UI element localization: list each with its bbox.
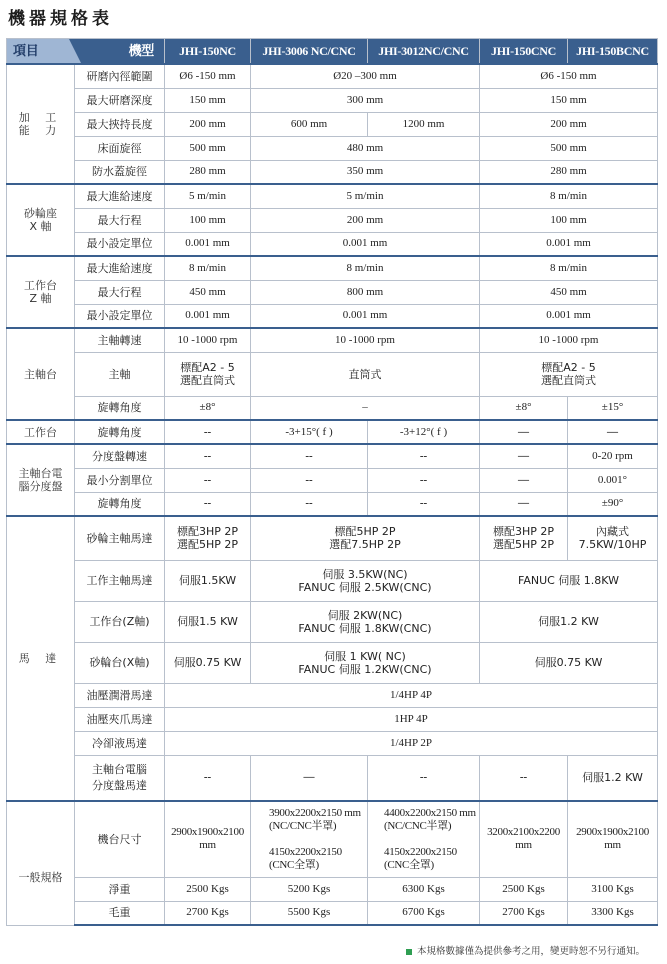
spec-value: 0.001 mm	[480, 232, 658, 256]
spec-value: 標配A2 - 5 選配直筒式	[165, 352, 251, 396]
spec-value: --	[165, 492, 251, 516]
model-label: 機型	[128, 43, 154, 58]
table-row	[7, 683, 658, 707]
spec-label: 床面旋徑	[75, 136, 165, 160]
spec-value: 標配3HP 2P 選配5HP 2P	[480, 516, 568, 560]
model-header: JHI-3012NC/CNC	[368, 39, 480, 65]
spec-value: 500 mm	[480, 136, 658, 160]
spec-value: 伺服0.75 KW	[480, 642, 658, 683]
spec-value: 10 -1000 rpm	[480, 328, 658, 352]
category-label: 主軸台電 腦分度盤	[7, 444, 75, 516]
model-header: JHI-150NC	[165, 39, 251, 65]
spec-value: —	[480, 444, 568, 468]
spec-value: 5 m/min	[165, 184, 251, 208]
spec-label: 最大進給速度	[75, 184, 165, 208]
spec-value: 伺服 2KW(NC) FANUC 伺服 1.8KW(CNC)	[251, 601, 480, 642]
spec-value: Ø6 -150 mm	[480, 64, 658, 88]
table-row	[7, 516, 658, 560]
spec-value: 150 mm	[165, 88, 251, 112]
spec-value: 8 m/min	[480, 256, 658, 280]
spec-value: —	[480, 492, 568, 516]
table-row	[7, 601, 658, 642]
spec-value: 1HP 4P	[165, 707, 658, 731]
spec-value: —	[568, 420, 658, 444]
table-row	[7, 136, 658, 160]
spec-value: 3300 Kgs	[568, 901, 658, 925]
spec-label: 工作台(Z軸)	[75, 601, 165, 642]
spec-value: 1/4HP 4P	[165, 683, 658, 707]
spec-label: 機台尺寸	[75, 801, 165, 877]
spec-value: 6300 Kgs	[368, 877, 480, 901]
category-label: 主軸台	[7, 328, 75, 420]
spec-value: 300 mm	[251, 88, 480, 112]
spec-label: 油壓潤滑馬達	[75, 683, 165, 707]
spec-value: 2500 Kgs	[480, 877, 568, 901]
spec-value: 350 mm	[251, 160, 480, 184]
spec-table	[6, 38, 658, 926]
table-row	[7, 420, 658, 444]
spec-value: FANUC 伺服 1.8KW	[480, 560, 658, 601]
spec-value: 0.001°	[568, 468, 658, 492]
spec-label: 最小分割單位	[75, 468, 165, 492]
spec-value: 伺服1.5 KW	[165, 601, 251, 642]
spec-value: --	[165, 468, 251, 492]
spec-label: 旋轉角度	[75, 420, 165, 444]
table-row	[7, 396, 658, 420]
spec-value: –	[251, 396, 480, 420]
spec-value: 480 mm	[251, 136, 480, 160]
spec-value: 200 mm	[480, 112, 658, 136]
page-title: 機器規格表	[8, 9, 113, 29]
spec-value: 4400x2200x2150 mm (NC/CNC半罩) 4150x2200x2150 (CNC全罩)	[368, 801, 480, 877]
table-row	[7, 492, 658, 516]
spec-value: 280 mm	[165, 160, 251, 184]
spec-value: 6700 Kgs	[368, 901, 480, 925]
spec-value: 2700 Kgs	[165, 901, 251, 925]
header-row	[7, 39, 658, 65]
spec-label: 旋轉角度	[75, 396, 165, 420]
spec-value: -3+15°( f )	[251, 420, 368, 444]
spec-value: --	[480, 755, 568, 801]
spec-value: —	[480, 468, 568, 492]
table-row	[7, 160, 658, 184]
category-label: 工作台 Z 軸	[7, 256, 75, 328]
spec-label: 最大研磨深度	[75, 88, 165, 112]
spec-value: --	[368, 444, 480, 468]
spec-value: --	[368, 755, 480, 801]
table-row	[7, 352, 658, 396]
table-row	[7, 560, 658, 601]
spec-value: 伺服 3.5KW(NC) FANUC 伺服 2.5KW(CNC)	[251, 560, 480, 601]
spec-label: 最大行程	[75, 280, 165, 304]
spec-value: 150 mm	[480, 88, 658, 112]
spec-value: 0.001 mm	[251, 232, 480, 256]
footnote	[406, 943, 645, 957]
spec-value: 3100 Kgs	[568, 877, 658, 901]
table-row	[7, 468, 658, 492]
table-row	[7, 877, 658, 901]
spec-label: 毛重	[75, 901, 165, 925]
tab-slant-shape	[65, 39, 81, 63]
spec-value: ±15°	[568, 396, 658, 420]
square-bullet-icon	[406, 949, 412, 955]
table-row	[7, 184, 658, 208]
table-row	[7, 731, 658, 755]
spec-value: 0-20 rpm	[568, 444, 658, 468]
spec-value: --	[251, 444, 368, 468]
category-label: 加 工 能 力	[7, 64, 75, 184]
table-row	[7, 112, 658, 136]
spec-value: 2700 Kgs	[480, 901, 568, 925]
spec-value: 200 mm	[251, 208, 480, 232]
table-row	[7, 232, 658, 256]
table-row	[7, 328, 658, 352]
spec-label: 油壓夾爪馬達	[75, 707, 165, 731]
table-row	[7, 256, 658, 280]
table-row	[7, 208, 658, 232]
spec-label: 主軸	[75, 352, 165, 396]
corner-header	[7, 39, 165, 65]
category-label: 馬 達	[7, 516, 75, 801]
spec-value: 2900x1900x2100 mm	[568, 801, 658, 877]
spec-value: 標配5HP 2P 選配7.5HP 2P	[251, 516, 480, 560]
spec-value: 伺服1.2 KW	[480, 601, 658, 642]
spec-value: 標配A2 - 5 選配直筒式	[480, 352, 658, 396]
spec-value: ±8°	[165, 396, 251, 420]
spec-label: 主軸轉速	[75, 328, 165, 352]
spec-label: 最大行程	[75, 208, 165, 232]
spec-label: 主軸台電腦 分度盤馬達	[75, 755, 165, 801]
model-header: JHI-3006 NC/CNC	[251, 39, 368, 65]
spec-value: 280 mm	[480, 160, 658, 184]
model-header: JHI-150BCNC	[568, 39, 658, 65]
spec-value: --	[165, 420, 251, 444]
spec-value: 內藏式 7.5KW/10HP	[568, 516, 658, 560]
spec-value: —	[480, 420, 568, 444]
spec-value: 標配3HP 2P 選配5HP 2P	[165, 516, 251, 560]
spec-value: 1/4HP 2P	[165, 731, 658, 755]
table-row	[7, 755, 658, 801]
table-row	[7, 444, 658, 468]
category-label: 砂輪座 X 軸	[7, 184, 75, 256]
spec-label: 最小設定單位	[75, 304, 165, 328]
spec-value: 8 m/min	[251, 256, 480, 280]
table-row	[7, 64, 658, 88]
spec-value: 8 m/min	[165, 256, 251, 280]
spec-value: 8 m/min	[480, 184, 658, 208]
spec-value: --	[165, 444, 251, 468]
spec-value: 伺服0.75 KW	[165, 642, 251, 683]
spec-label: 淨重	[75, 877, 165, 901]
spec-value: 2500 Kgs	[165, 877, 251, 901]
spec-value: --	[368, 492, 480, 516]
spec-value: 3900x2200x2150 mm (NC/CNC半罩) 4150x2200x2150 (CNC全罩)	[251, 801, 368, 877]
spec-value: Ø6 -150 mm	[165, 64, 251, 88]
spec-value: 200 mm	[165, 112, 251, 136]
spec-value: --	[251, 468, 368, 492]
spec-value: 3200x2100x2200 mm	[480, 801, 568, 877]
spec-value: -3+12°( f )	[368, 420, 480, 444]
table-row	[7, 88, 658, 112]
category-label: 工作台	[7, 420, 75, 444]
spec-value: 5500 Kgs	[251, 901, 368, 925]
spec-value: 100 mm	[480, 208, 658, 232]
model-header: JHI-150CNC	[480, 39, 568, 65]
spec-value: 5 m/min	[251, 184, 480, 208]
spec-value: 100 mm	[165, 208, 251, 232]
spec-value: --	[165, 755, 251, 801]
spec-value: Ø20 –300 mm	[251, 64, 480, 88]
spec-label: 最小設定單位	[75, 232, 165, 256]
spec-value: --	[251, 492, 368, 516]
item-label: 項目	[7, 39, 69, 63]
spec-value: 600 mm	[251, 112, 368, 136]
spec-value: 10 -1000 rpm	[165, 328, 251, 352]
spec-value: ±8°	[480, 396, 568, 420]
table-row	[7, 801, 658, 877]
spec-value: 伺服1.2 KW	[568, 755, 658, 801]
spec-value: 伺服 1 KW( NC) FANUC 伺服 1.2KW(CNC)	[251, 642, 480, 683]
spec-value: 450 mm	[165, 280, 251, 304]
spec-value: 0.001 mm	[480, 304, 658, 328]
spec-label: 最大挾持長度	[75, 112, 165, 136]
spec-label: 砂輪台(X軸)	[75, 642, 165, 683]
table-row	[7, 707, 658, 731]
spec-value: 伺服1.5KW	[165, 560, 251, 601]
category-label: 一般規格	[7, 801, 75, 925]
spec-value: --	[368, 468, 480, 492]
table-row	[7, 304, 658, 328]
spec-label: 工作主軸馬達	[75, 560, 165, 601]
spec-label: 防水蓋旋徑	[75, 160, 165, 184]
spec-label: 砂輪主軸馬達	[75, 516, 165, 560]
spec-value: 450 mm	[480, 280, 658, 304]
spec-value: ±90°	[568, 492, 658, 516]
spec-label: 旋轉角度	[75, 492, 165, 516]
table-row	[7, 280, 658, 304]
spec-label: 分度盤轉速	[75, 444, 165, 468]
spec-label: 研磨內徑範圍	[75, 64, 165, 88]
spec-value: 0.001 mm	[165, 232, 251, 256]
spec-value: 10 -1000 rpm	[251, 328, 480, 352]
spec-value: 直筒式	[251, 352, 480, 396]
spec-value: 5200 Kgs	[251, 877, 368, 901]
spec-value: 1200 mm	[368, 112, 480, 136]
spec-label: 冷卻液馬達	[75, 731, 165, 755]
spec-value: 0.001 mm	[165, 304, 251, 328]
table-row	[7, 642, 658, 683]
spec-value: 500 mm	[165, 136, 251, 160]
spec-value: —	[251, 755, 368, 801]
spec-value: 0.001 mm	[251, 304, 480, 328]
spec-value: 800 mm	[251, 280, 480, 304]
spec-value: 2900x1900x2100 mm	[165, 801, 251, 877]
footnote-text: 本規格數據僅為提供參考之用，變更時恕不另行通知。	[416, 946, 645, 957]
table-row	[7, 901, 658, 925]
spec-label: 最大進給速度	[75, 256, 165, 280]
